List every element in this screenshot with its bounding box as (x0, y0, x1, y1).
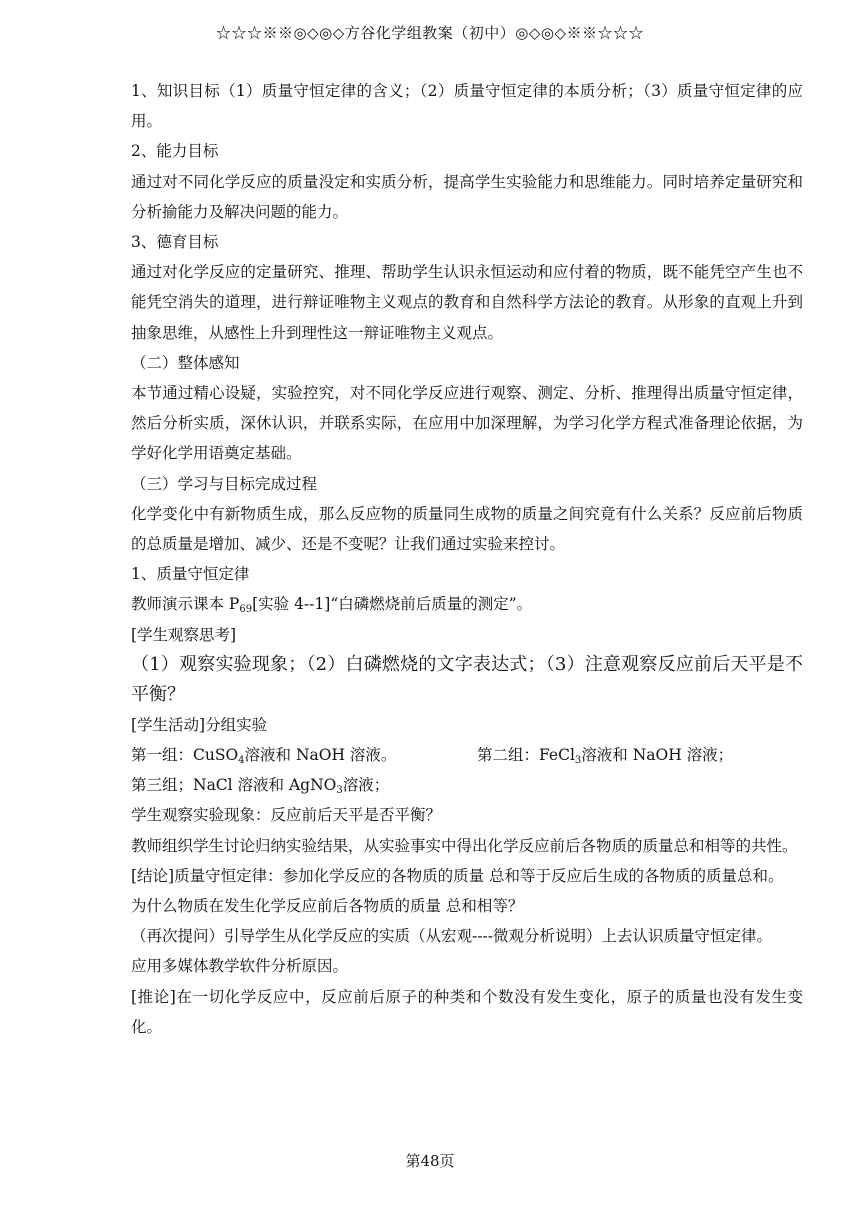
paragraph-teacher-discussion: 教师组织学生讨论归纳实验结果，从实验事实中得出化学反应前后各物质的质量总和相等的共性。 (131, 836, 798, 855)
heading-overall-perception: （二）整体感知 (131, 353, 240, 372)
paragraph-ability-goal: 通过对不同化学反应的质量没定和实质分析，提高学生实验能力和思维能力。同时培养定量研究和分析揄能力及解决问题的能力。 (131, 172, 803, 221)
paragraph-knowledge-goal: 1、知识目标（1）质量守恒定律的含义；（2）质量守恒定律的本质分析；（3）质量守恒定律的应用。 (131, 82, 803, 131)
paragraph-observe-points: （1）观察实验现象；（2）白磷燃烧的文字表达式；（3）注意观察反应前后天平是不平衡？ (131, 653, 803, 705)
paragraph-observe-balance: 学生观察实验现象：反应前后天平是否平衡？ (131, 806, 442, 825)
heading-moral-goal: 3、德育目标 (131, 233, 219, 252)
heading-conservation-law: 1、质量守恒定律 (131, 565, 250, 584)
paragraph-inference: [推论]在一切化学反应中，反应前后原子的种类和个数没有发生变化，原子的质量也没有发生变化。 (131, 987, 803, 1036)
paragraph-teacher-demo: 教师演示课本 $P_{69}$[实验 4--1]“白磷燃烧前后质量的测定”。 (131, 595, 533, 616)
paragraph-conclusion: [结论]质量守恒定律：参加化学反应的各物质的质量 总和等于反应后生成的各物质的质量总和。 (131, 866, 784, 885)
label-student-observe: [学生观察思考] (131, 625, 237, 644)
heading-ability-goal: 2、能力目标 (131, 142, 219, 161)
group-row (131, 740, 803, 770)
group-two: 第二组：FeCl$_3$溶液和 NaOH 溶液； (477, 746, 734, 767)
heading-learning-process: （三）学习与目标完成过程 (131, 474, 318, 493)
page-header: ☆☆☆※※◎◇◎◇方谷化学组教案（初中）◎◇◎◇※※☆☆☆ (216, 24, 644, 42)
page-number: 第48页 (405, 1152, 455, 1170)
document-body (131, 76, 803, 1042)
paragraph-followup-question: （再次提问）引导学生从化学反应的实质（从宏观----微观分析说明）上去认识质量守恒定律。 (131, 927, 772, 946)
group-three: 第三组；NaCl 溶液和 AgNO$_3$溶液； (131, 776, 390, 797)
paragraph-learning-intro: 化学变化中有新物质生成，那么反应物的质量同生成物的质量之间究竟有什么关系？反应前后物质的总质量是增加、减少、还是不变呢？让我们通过实验来控讨。 (131, 504, 803, 554)
group-one: 第一组：CuSO$_4$溶液和 NaOH 溶液。 (131, 746, 397, 767)
paragraph-question: 为什么物质在发生化学反应前后各物质的质量 总和相等？ (131, 897, 524, 916)
paragraph-moral-goal: 通过对化学反应的定量研究、推理、帮助学生认识永恒运动和应付着的物质，既不能凭空产生也不能凭空消失的道理，进行辩证唯物主义观点的教育和自然科学方法论的教育。从形象的直观上升到抽象思维，从感性上升到理性这一辩证唯物主义观点。 (131, 263, 803, 342)
paragraph-multimedia: 应用多媒体教学软件分析原因。 (131, 957, 349, 976)
label-student-activity: [学生活动]分组实验 (131, 715, 268, 734)
paragraph-overall-perception: 本节通过精心设疑，实验控究，对不同化学反应进行观察、测定、分析、推理得出质量守恒定律，然后分析实质，深休认识，并联系实际，在应用中加深理解，为学习化学方程式准备理论依据，为学好化学用语奠定基础。 (131, 384, 803, 463)
